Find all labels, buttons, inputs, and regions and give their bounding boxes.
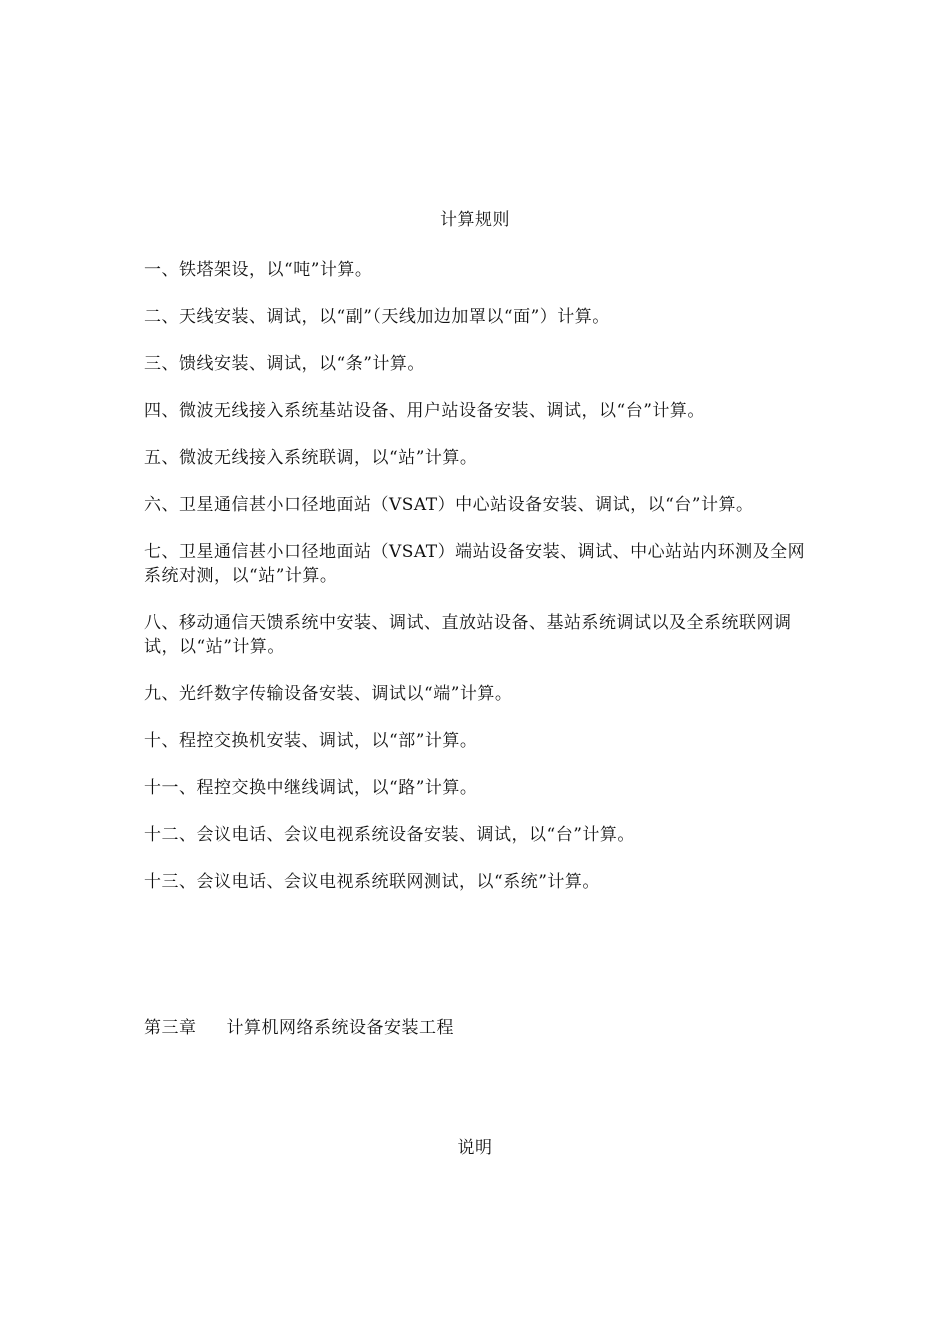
rules-list [144, 258, 810, 917]
rule-item: 三、馈线安装、调试，以“条”计算。 [144, 354, 425, 374]
chapter-title: 计算机网络系统设备安装工程 [226, 1018, 454, 1038]
rule-item: 一、铁塔架设，以“吨”计算。 [144, 260, 373, 280]
chapter-number: 第三章 [144, 1018, 197, 1038]
rule-item: 二、天线安装、调试，以“副”（天线加边加罩以“面”）计算。 [144, 307, 610, 327]
section-title: 计算规则 [440, 210, 510, 230]
rule-item: 十三、会议电话、会议电视系统联网测试，以“系统”计算。 [144, 872, 600, 892]
explanation-title: 说明 [457, 1138, 493, 1158]
rule-item: 十二、会议电话、会议电视系统设备安装、调试，以“台”计算。 [144, 825, 635, 845]
chapter-heading [144, 1016, 454, 1040]
rule-item: 五、微波无线接入系统联调，以“站”计算。 [144, 448, 478, 468]
rule-item: 七、卫星通信甚小口径地面站（VSAT）端站设备安装、调试、中心站站内环测及全网系统对测，以“站”计算。 [144, 542, 806, 586]
rule-item: 四、微波无线接入系统基站设备、用户站设备安装、调试，以“台”计算。 [144, 401, 705, 421]
rule-item: 八、移动通信天馈系统中安装、调试、直放站设备、基站系统调试以及全系统联网调试，以“站”计算。 [144, 613, 792, 657]
rule-item: 六、卫星通信甚小口径地面站（VSAT）中心站设备安装、调试，以“台”计算。 [144, 495, 754, 515]
rule-item: 十、程控交换机安装、调试，以“部”计算。 [144, 731, 478, 751]
rule-item: 九、光纤数字传输设备安装、调试以“端”计算。 [144, 684, 513, 704]
rule-item: 十一、程控交换中继线调试，以“路”计算。 [144, 778, 478, 798]
